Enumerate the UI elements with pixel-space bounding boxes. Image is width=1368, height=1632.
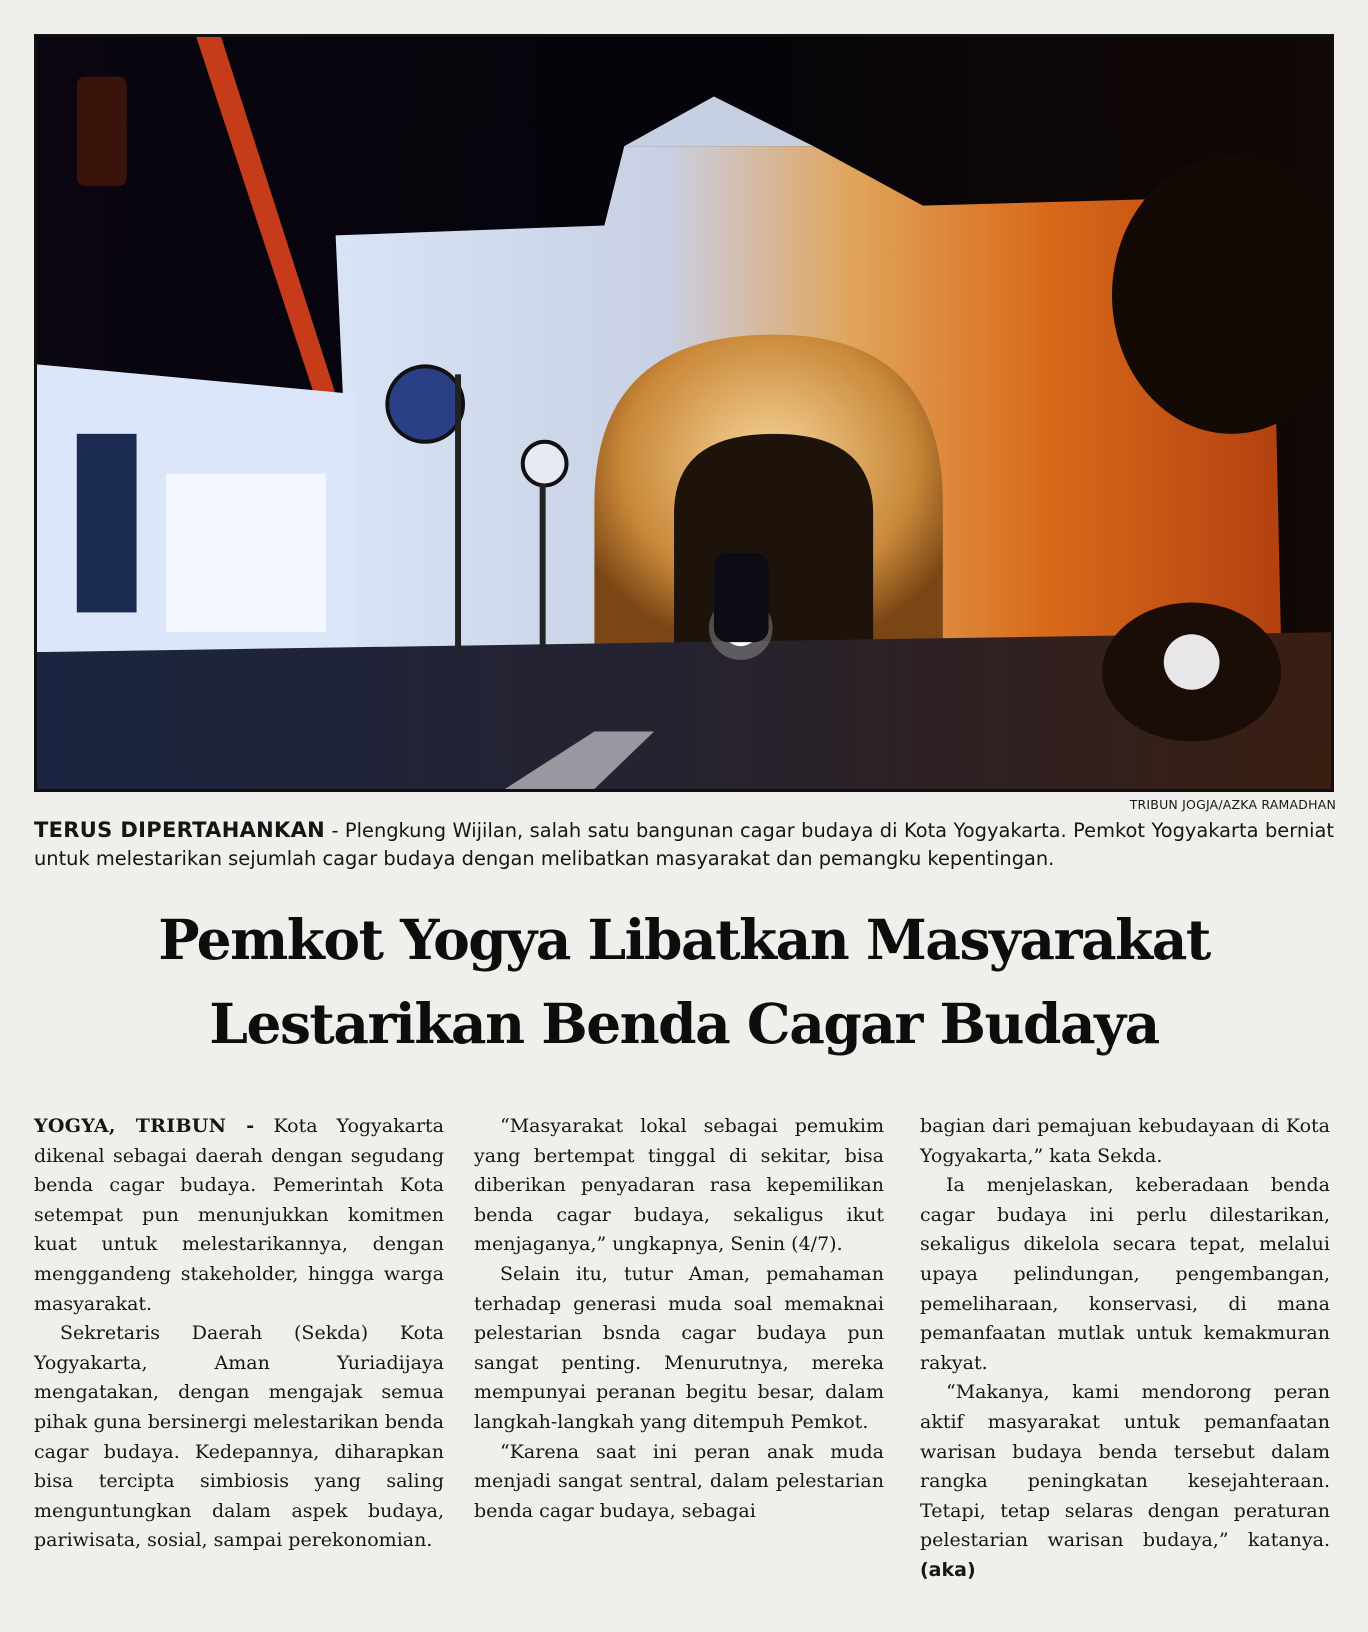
author-signature: (aka) [920,1558,976,1581]
column-3 [920,1112,1330,1586]
caption-text: - Plengkung Wijilan, salah satu bangunan cagar budaya di Kota Yogyakarta. Pemkot Yogyakarta berniat untuk melestarikan sejumlah cagar budaya dengan melibatkan masyarakat dan pemangku kepentingan. [34,819,1335,870]
paragraph: Selain itu, tutur Aman, pemahaman terhadap generasi muda soal memaknai pelestarian bsnda cagar budaya pun sangat penting. Menurutnya, mereka mempunyai peranan begitu besar, dalam langkah-langkah yang ditempuh Pemkot. [474,1262,884,1433]
dateline: YOGYA, TRIBUN - [34,1115,255,1137]
headline-line-2: Lestarikan Benda Cagar Budaya [209,991,1159,1056]
plengkung-wijilan-illustration [37,37,1331,789]
paragraph-text: “Makanya, kami mendorong peran aktif masyarakat untuk pemanfaatan warisan budaya benda tersebut dalam rangka peningkatan kesejahteraan. Tetapi, tetap selaras dengan peraturan pelestarian warisan budaya,” katanya. [920,1381,1330,1552]
article-body [34,1112,1334,1592]
headline-line-1: Pemkot Yogya Libatkan Masyarakat [158,907,1210,972]
caption-kicker: TERUS DIPERTAHANKAN [34,818,325,842]
paragraph: Sekretaris Daerah (Sekda) Kota Yogyakarta, Aman Yuriadijaya mengatakan, dengan mengajak semua pihak guna bersinergi melestarikan benda cagar budaya. Kedepannya, diharapkan bisa tercipta simbiosis yang saling menguntungkan dalam aspek budaya, pariwisata, sosial, sampai perekonomian. [34,1322,444,1552]
news-photo [34,34,1334,792]
article-headline [34,898,1334,1066]
paragraph: “Karena saat ini peran anak muda menjadi sangat sentral, dalam pelestarian benda cagar budaya, sebagai [474,1440,884,1522]
paragraph-text: Kota Yogyakarta dikenal sebagai daerah dengan segudang benda cagar budaya. Pemerintah Kota setempat pun menunjukkan komitmen kuat untuk melestarikannya, dengan menggandeng stakeholder, hingga warga masyarakat. [34,1115,444,1315]
photo-credit: TRIBUN JOGJA/AZKA RAMADHAN [1129,797,1336,812]
paragraph: bagian dari pemajuan kebudayaan di Kota Yogyakarta,” kata Sekda. [920,1115,1330,1167]
column-2 [474,1112,884,1526]
paragraph [34,1112,444,1319]
photo-caption [34,816,1334,873]
paragraph [920,1378,1330,1585]
column-1 [34,1112,444,1556]
paragraph: “Masyarakat lokal sebagai pemukim yang bertempat tinggal di sekitar, bisa diberikan penyadaran rasa kepemilikan benda cagar budaya, sekaligus ikut menjaganya,” ungkapnya, Senin (4/7). [474,1115,884,1256]
paragraph: Ia menjelaskan, keberadaan benda cagar budaya ini perlu dilestarikan, sekaligus dikelola secara tepat, melalui upaya pelindungan, pengembangan, pemeliharaan, konservasi, di mana pemanfaatan mutlak untuk kemakmuran rakyat. [920,1174,1330,1374]
